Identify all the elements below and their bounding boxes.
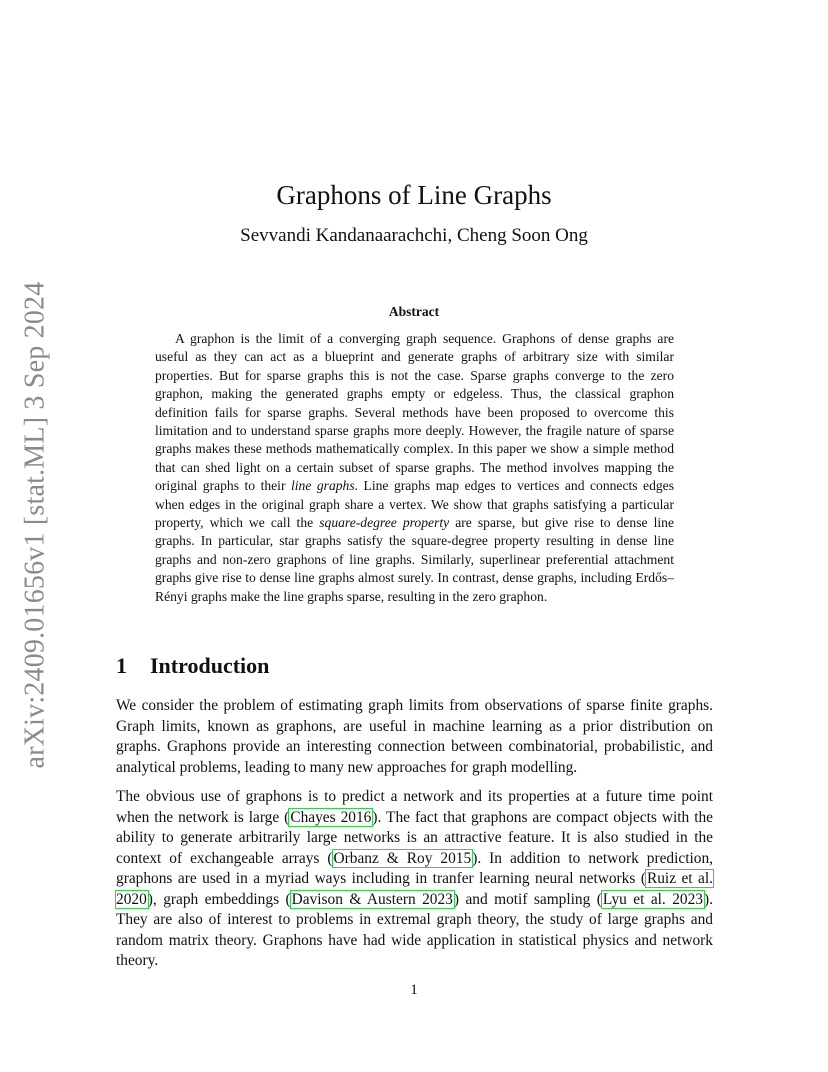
citation-link-orbanz-roy[interactable]: Orbanz & Roy 2015 <box>333 849 472 867</box>
citation-link-davison-austern[interactable]: Davison & Austern 2023 <box>291 890 453 908</box>
abstract-text: are sparse, but give rise to dense line graphs. In particular, star graphs satisfy the square-degree property resulting in dense line graphs and non-zero graphons of line graphs. Similarly, superlinear preferential attachment graphs give rise to dense line graphs almost surely. In contrast, dense graphs, including Erdős–Rényi graphs make the line graphs sparse, resulting in the zero graphon. <box>155 515 675 604</box>
abstract-body <box>155 330 674 606</box>
paragraph-text: ) and motif sampling ( <box>453 890 602 908</box>
abstract-emphasis-line-graphs: line graphs <box>291 478 355 494</box>
section-title: Introduction <box>150 653 270 678</box>
paragraph-text: ), graph embeddings ( <box>147 890 291 908</box>
section-heading-introduction <box>116 653 269 679</box>
paragraph-text: ). In addition to network prediction, graphons are used in a myriad ways including in tranfer learning neural networks ( <box>116 849 713 887</box>
paper-authors: Sevvandi Kandanaarachchi, Cheng Soon Ong <box>240 225 588 246</box>
abstract-text: A graphon is the limit of a converging graph sequence. Graphons of dense graphs are useful as they can act as a blueprint and generate graphs of arbitrary size with similar properties. But for sparse graphs this is not the case. Sparse graphs converge to the zero graphon, making the generated graphs empty or edgeless. Thus, the classical graphon definition fails for sparse graphs. Several methods have been proposed to overcome this limitation and to understand sparse graphs more deeply. However, the fragile nature of sparse graphs makes these methods mathematically complex. In this paper we show a simple method that can shed light on a certain subset of sparse graphs. The method involves mapping the original graphs to their <box>155 331 674 494</box>
intro-paragraph-1: We consider the problem of estimating graph limits from observations of sparse finite graphs. Graph limits, known as graphons, are useful in machine learning as a prior distribution on graphs. Graphons provide an interesting connection between combinatorial, probabilistic, and analytical problems, leading to many new approaches for graph modelling. <box>116 697 713 776</box>
abstract-heading: Abstract <box>388 304 440 319</box>
paper-title: Graphons of Line Graphs <box>276 180 552 210</box>
arxiv-identifier-text: arXiv:2409.01656v1 [stat.ML] 3 Sep 2024 <box>19 281 50 769</box>
paragraph-text: ). The fact that graphons are compact objects with the ability to generate arbitrarily large networks is an attractive feature. It is also studied in the context of exchangeable arrays ( <box>116 808 713 867</box>
intro-paragraph-2 <box>116 787 713 972</box>
page-number: 1 <box>410 982 418 998</box>
abstract-text: . Line graphs map edges to vertices and connects edges when edges in the original graph share a vertex. We show that graphs satisfying a particular property, which we call the <box>155 478 674 531</box>
paragraph-text: ). They are also of interest to problems in extremal graph theory, the study of large graphs and random matrix theory. Graphons have had wide application in statistical physics and network theory. <box>116 890 713 969</box>
section-number: 1 <box>116 653 127 678</box>
arxiv-identifier-stamp <box>19 281 50 769</box>
paragraph-text: The obvious use of graphons is to predict a network and its properties at a future time point when the network is large ( <box>116 788 713 826</box>
abstract-emphasis-square-degree: square-degree property <box>319 515 450 531</box>
citation-link-lyu[interactable]: Lyu et al. 2023 <box>602 890 703 908</box>
citation-link-chayes[interactable]: Chayes 2016 <box>290 808 372 826</box>
citation-link-ruiz[interactable]: Ruiz et al. 2020 <box>116 870 713 908</box>
